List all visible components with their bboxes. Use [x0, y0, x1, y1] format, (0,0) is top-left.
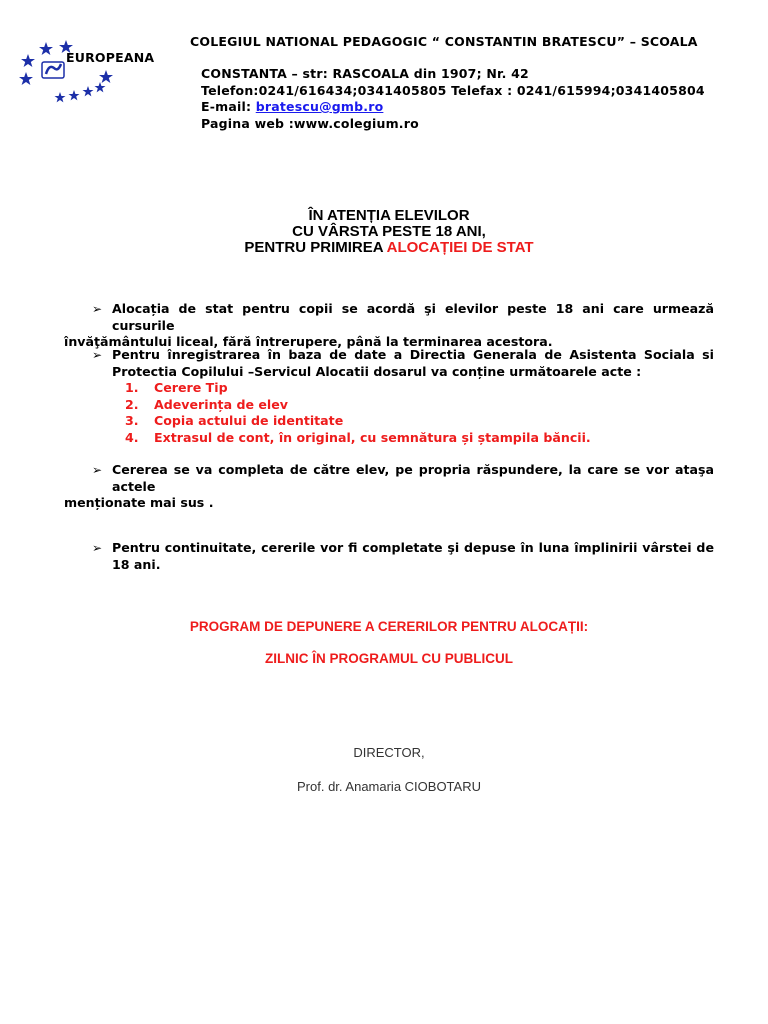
- bullet-request-form: ➢ Cererea se va completa de către elev, pe propria răspundere, la care se vor ataşa actele menționate mai sus .: [64, 462, 714, 510]
- star-icon: [95, 82, 106, 92]
- star-icon: [99, 70, 113, 83]
- emblem-icon: [42, 62, 64, 78]
- school-name: COLEGIUL NATIONAL PEDAGOGIC “ CONSTANTIN BRATESCU” – SCOALA: [190, 34, 698, 49]
- title-line-1: ÎN ATENȚIA ELEVILOR: [308, 207, 470, 224]
- phone-fax: Telefon:0241/616434;0341405805 Telefax : 0241/615994;0341405804: [201, 82, 705, 98]
- star-icon: [21, 54, 35, 67]
- arrow-bullet-icon: ➢: [91, 348, 102, 362]
- bullet-continuity: ➢ Pentru continuitate, cererile vor fi completate şi depuse în luna împlinirii vârstei de 18 ani.: [64, 540, 714, 573]
- title-line-2: CU VÂRSTA PESTE 18 ANI,: [292, 223, 486, 240]
- star-icon: [69, 90, 80, 100]
- contact-block: [201, 66, 731, 132]
- required-documents-list: [64, 380, 714, 446]
- school-name-continued: EUROPEANA: [66, 50, 155, 65]
- arrow-bullet-icon: ➢: [91, 463, 102, 477]
- website: Pagina web :www.colegium.ro: [201, 115, 419, 131]
- list-item: 2. Adeverința de elev: [125, 396, 288, 412]
- star-icon: [39, 42, 53, 55]
- signature-name: Prof. dr. Anamaria CIOBOTARU: [297, 779, 481, 794]
- email-link[interactable]: bratescu@gmb.ro: [255, 99, 384, 114]
- star-icon: [83, 86, 94, 96]
- program-heading: PROGRAM DE DEPUNERE A CERERILOR PENTRU ALOCAȚII:: [189, 619, 589, 634]
- address: CONSTANTA – str: RASCOALA din 1907; Nr. 42: [201, 66, 529, 81]
- list-item: 1. Cerere Tip: [125, 380, 228, 395]
- email-line: [201, 99, 731, 116]
- notice-title: [0, 208, 768, 256]
- email-label: E-mail:: [201, 99, 256, 114]
- list-item: 4. Extrasul de cont, în original, cu semnătura și ștampila băncii.: [125, 429, 591, 445]
- arrow-bullet-icon: ➢: [91, 302, 102, 316]
- title-highlight: ALOCAȚIEI DE STAT: [386, 239, 534, 256]
- title-line-3: PENTRU PRIMIREA ALOCAȚIEI DE STAT: [244, 239, 534, 256]
- program-schedule: ZILNIC ÎN PROGRAMUL CU PUBLICUL: [265, 651, 513, 666]
- list-item: 3. Copia actului de identitate: [125, 413, 344, 428]
- signature-role: DIRECTOR,: [353, 745, 425, 760]
- star-icon: [55, 92, 66, 102]
- arrow-bullet-icon: ➢: [91, 541, 102, 555]
- bullet-registration: ➢ Pentru înregistrarea în baza de date a Directia Generala de Asistenta Sociala si Protectia Copilului –Servicul Alocatii dosarul va conține următoarele acte : 1. Cerere Tip 2. Adeverința de elev 3. Copia actului de identitate 4. Extrasul de cont, în original, cu semnătura și ștampila băncii.: [64, 347, 714, 446]
- star-icon: [19, 72, 33, 85]
- bullet-allowance: ➢ Alocația de stat pentru copii se acordă şi elevilor peste 18 ani care urmează cursurile învăţământului liceal, fără întrerupere, până la terminarea acestora.: [64, 301, 714, 349]
